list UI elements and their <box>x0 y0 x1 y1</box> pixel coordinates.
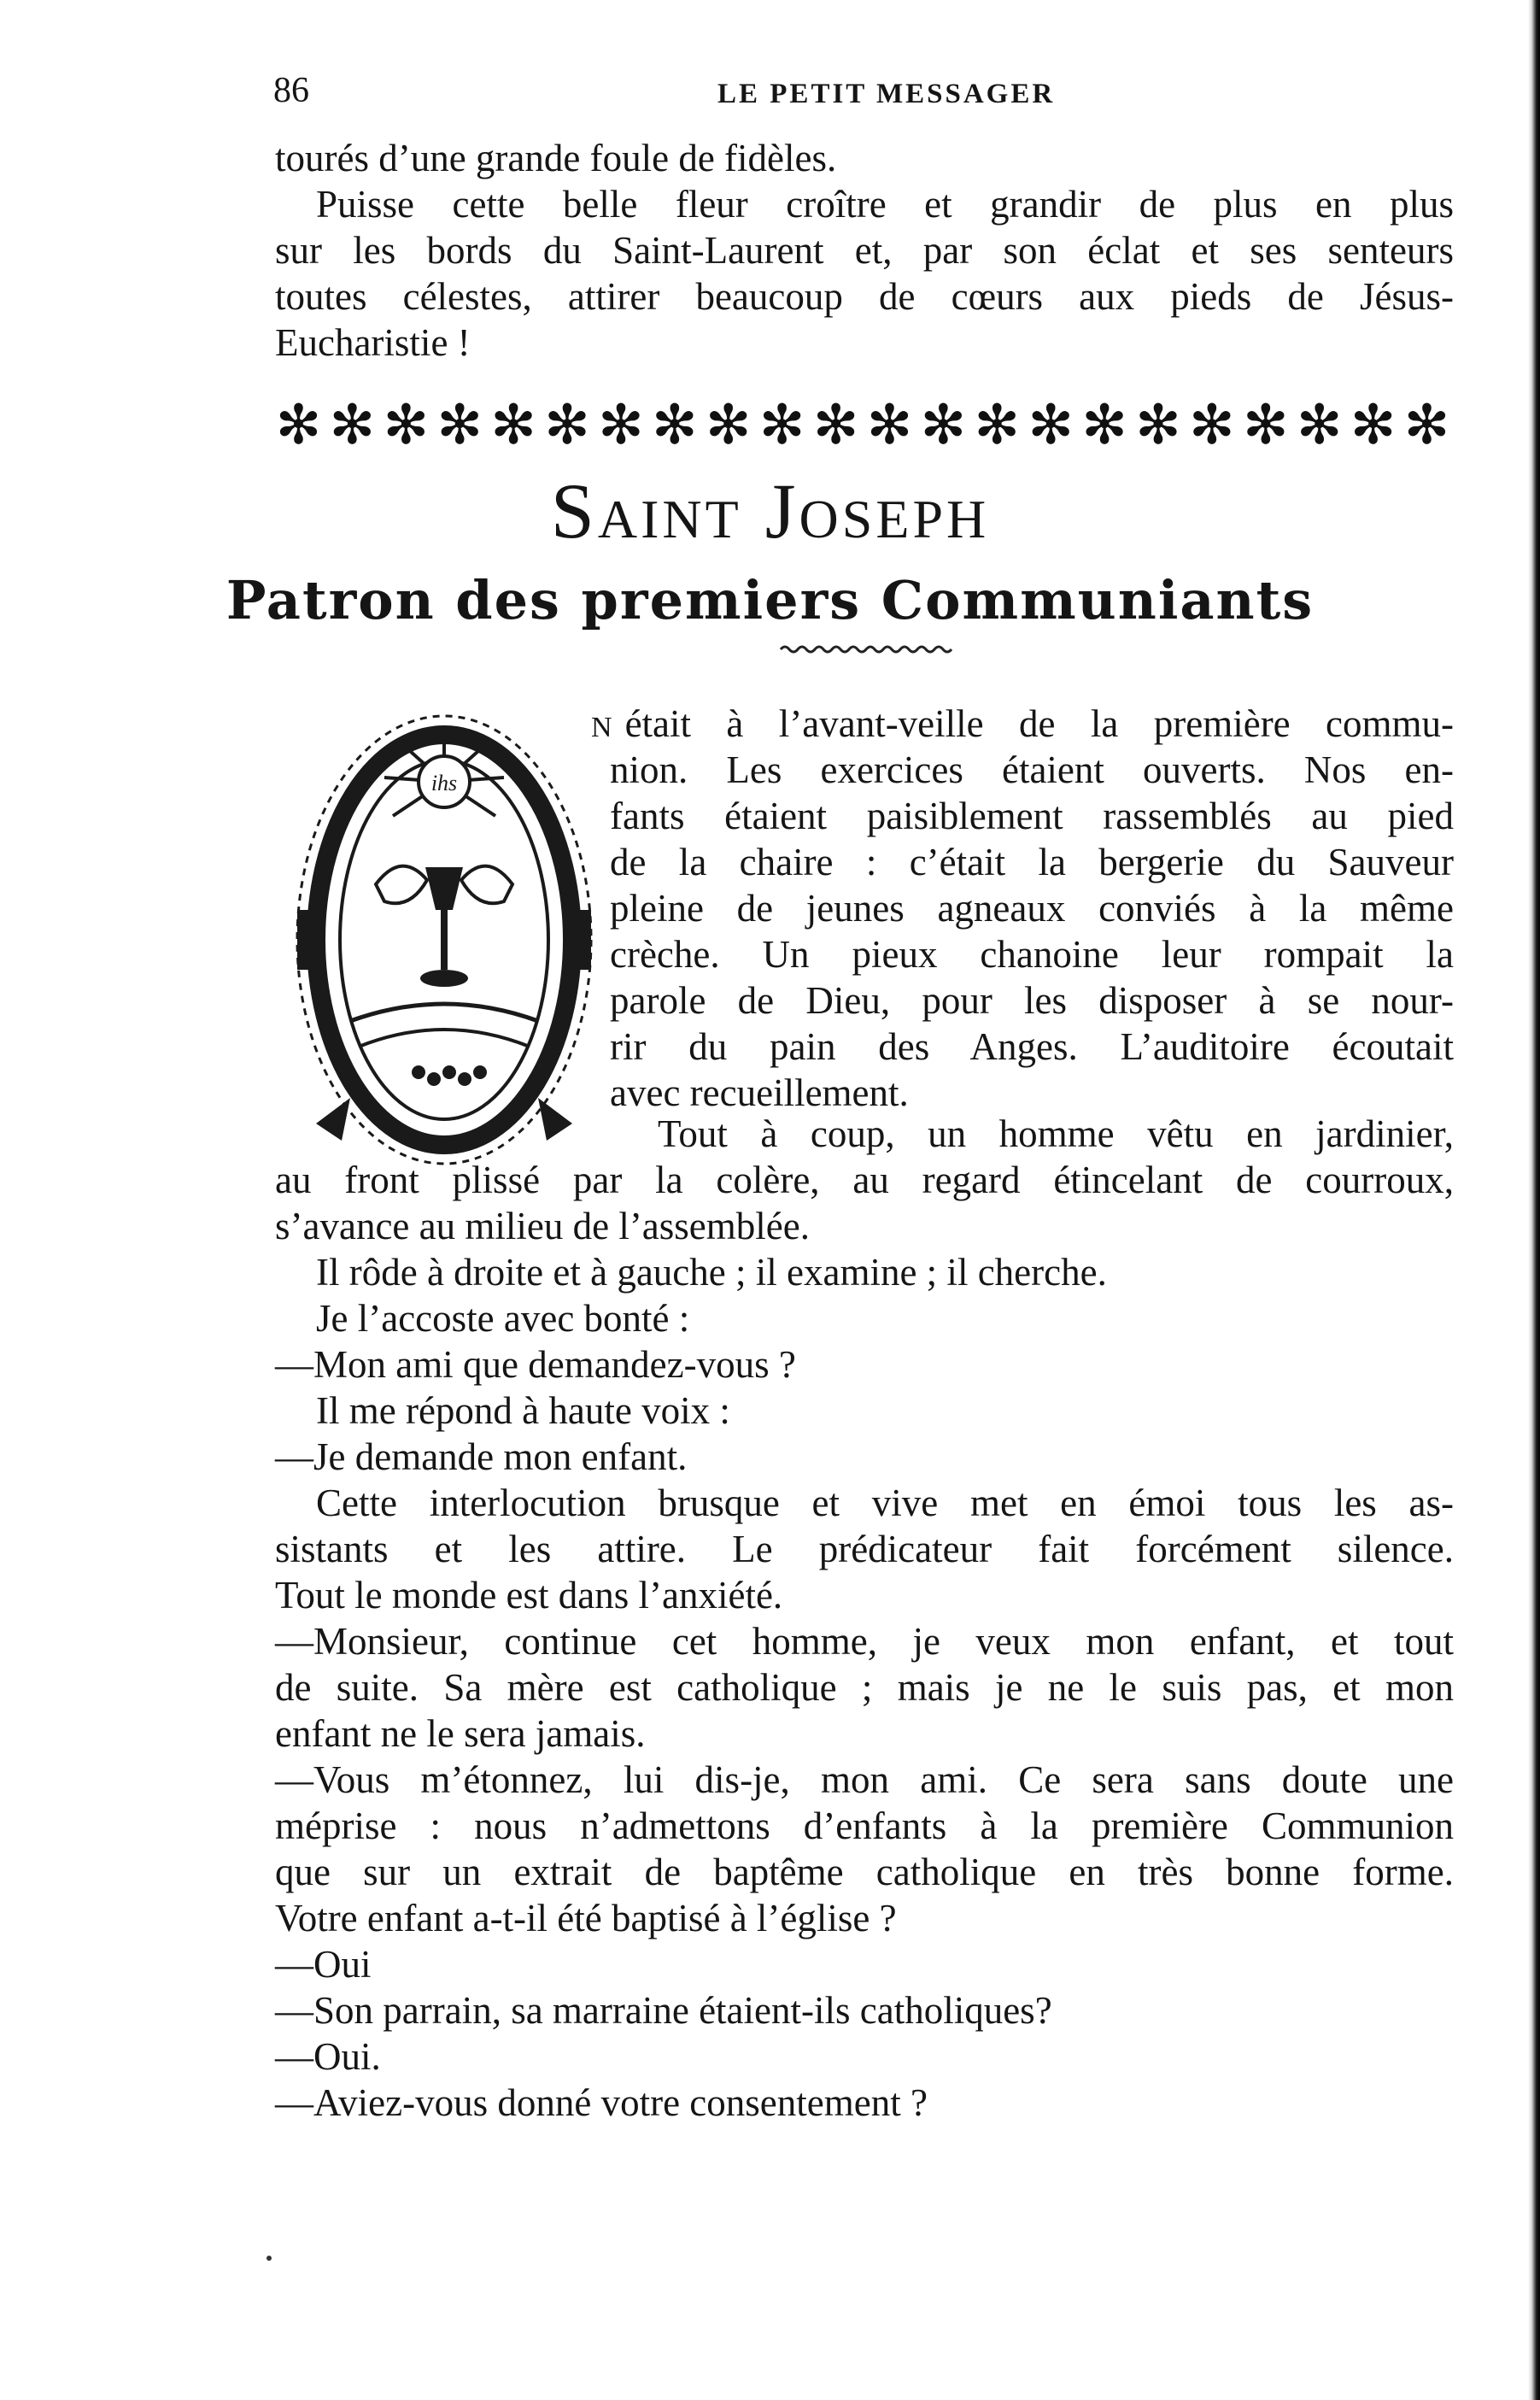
text-line: —Mon ami que demandez-vous ? <box>275 1343 796 1386</box>
asterism-ornament-icon: ✻ <box>275 394 322 457</box>
ihs-monogram: ihs <box>430 771 458 795</box>
text-line: Il rôde à droite et à gauche ; il examine ; il cherche. <box>316 1251 1107 1294</box>
text-line: Votre enfant a-t-il été baptisé à l’église ? <box>275 1897 897 1939</box>
text-line: sistants et les attire. Le prédicateur fait forcément silence. <box>275 1528 1454 1570</box>
text-line: fants étaient paisiblement rassemblés au pied <box>610 795 1454 837</box>
asterism-ornament-icon: ✻ <box>866 394 913 457</box>
asterism-ornament-icon: ✻ <box>383 394 430 457</box>
text-line: que sur un extrait de baptême catholique en très bonne forme. <box>275 1851 1454 1893</box>
text-line: de suite. Sa mère est catholique ; mais je ne le suis pas, et mon <box>275 1666 1454 1709</box>
asterism-ornament-icon: ✻ <box>974 394 1021 457</box>
wavy-rule-ornament <box>779 643 955 656</box>
asterism-ornament-icon: ✻ <box>436 394 483 457</box>
article-title: Saint Joseph <box>550 467 990 555</box>
ornament-border <box>272 395 1454 456</box>
asterism-ornament-icon: ✻ <box>651 394 698 457</box>
page-number: 86 <box>273 71 309 110</box>
text-line <box>275 701 1454 747</box>
text-line: de la chaire : c’était la bergerie du Sauveur <box>610 841 1454 883</box>
binding-edge <box>1528 0 1540 2400</box>
text-line: Il me répond à haute voix : <box>316 1389 730 1432</box>
dropcap-continuation: N <box>591 712 613 743</box>
text-line: s’avance au milieu de l’assemblée. <box>275 1205 810 1247</box>
text-line: —Vous m’étonnez, lui dis-je, mon ami. Ce sera sans doute une <box>275 1758 1454 1801</box>
asterism-ornament-icon: ✻ <box>1189 394 1235 457</box>
page-header <box>273 70 1452 121</box>
text-line: —Oui <box>275 1943 372 1986</box>
text-line: avec recueillement. <box>610 1071 909 1114</box>
asterism-ornament-icon: ✻ <box>1350 394 1397 457</box>
asterism-ornament-icon: ✻ <box>1028 394 1074 457</box>
text-line: —Aviez-vous donné votre consentement ? <box>275 2081 928 2124</box>
text-line: Tout le monde est dans l’anxiété. <box>275 1574 783 1617</box>
asterism-ornament-icon: ✻ <box>490 394 536 457</box>
text-line: Tout à coup, un homme vêtu en jardinier, <box>658 1112 1454 1155</box>
opening-paragraph <box>275 701 1454 1116</box>
text-line: crèche. Un pieux chanoine leur rompait la <box>610 933 1454 976</box>
asterism-ornament-icon: ✻ <box>1242 394 1289 457</box>
asterism-ornament-icon: ✻ <box>1296 394 1343 457</box>
asterism-ornament-icon: ✻ <box>1135 394 1181 457</box>
dialogue-paragraphs <box>275 1111 1454 2126</box>
text-line: rir du pain des Anges. L’auditoire écoutait <box>610 1025 1454 1068</box>
asterism-ornament-icon: ✻ <box>812 394 859 457</box>
asterism-ornament-icon: ✻ <box>705 394 752 457</box>
text-line: pleine de jeunes agneaux conviés à la même <box>610 887 1454 930</box>
text-line: Eucharistie ! <box>275 321 471 364</box>
asterism-ornament-icon: ✻ <box>598 394 644 457</box>
text-line: toutes célestes, attirer beaucoup de cœurs aux pieds de Jésus- <box>275 275 1454 318</box>
asterism-ornament-icon: ✻ <box>544 394 590 457</box>
intro-paragraph <box>275 135 1454 366</box>
text-line: —Je demande mon enfant. <box>275 1435 688 1478</box>
text-line: —Oui. <box>275 2035 381 2078</box>
asterism-ornament-icon: ✻ <box>758 394 805 457</box>
text-line: sur les bords du Saint-Laurent et, par son éclat et ses senteurs <box>275 229 1454 272</box>
text-line: au front plissé par la colère, au regard étincelant de courroux, <box>275 1159 1454 1201</box>
text-line: Je l’accoste avec bonté : <box>316 1297 690 1340</box>
text-line: enfant ne le sera jamais. <box>275 1712 646 1755</box>
text-line: méprise : nous n’admettons d’enfants à la première Communion <box>275 1804 1454 1847</box>
article-subtitle: Patron des premiers Communiants <box>225 569 1315 631</box>
asterism-ornament-icon: ✻ <box>1081 394 1127 457</box>
stray-dot-mark <box>266 2256 272 2261</box>
running-head: LE PETIT MESSAGER <box>717 79 1056 109</box>
text-line: —Monsieur, continue cet homme, je veux mon enfant, et tout <box>275 1620 1454 1663</box>
asterism-ornament-icon: ✻ <box>1403 394 1450 457</box>
text-line: Puisse cette belle fleur croître et grandir de plus en plus <box>316 183 1454 226</box>
text-line: —Son parrain, sa marraine étaient-ils catholiques? <box>275 1989 1052 2032</box>
text-line: nion. Les exercices étaient ouverts. Nos en- <box>610 748 1454 791</box>
text-line: tourés d’une grande foule de fidèles. <box>275 137 837 179</box>
text-line: Cette interlocution brusque et vive met en émoi tous les as- <box>316 1482 1454 1524</box>
asterism-ornament-icon: ✻ <box>329 394 376 457</box>
text-line-content: était à l’avant-veille de la première commu- <box>624 702 1454 745</box>
asterism-ornament-icon: ✻ <box>920 394 967 457</box>
text-line: parole de Dieu, pour les disposer à se nour- <box>610 979 1454 1022</box>
